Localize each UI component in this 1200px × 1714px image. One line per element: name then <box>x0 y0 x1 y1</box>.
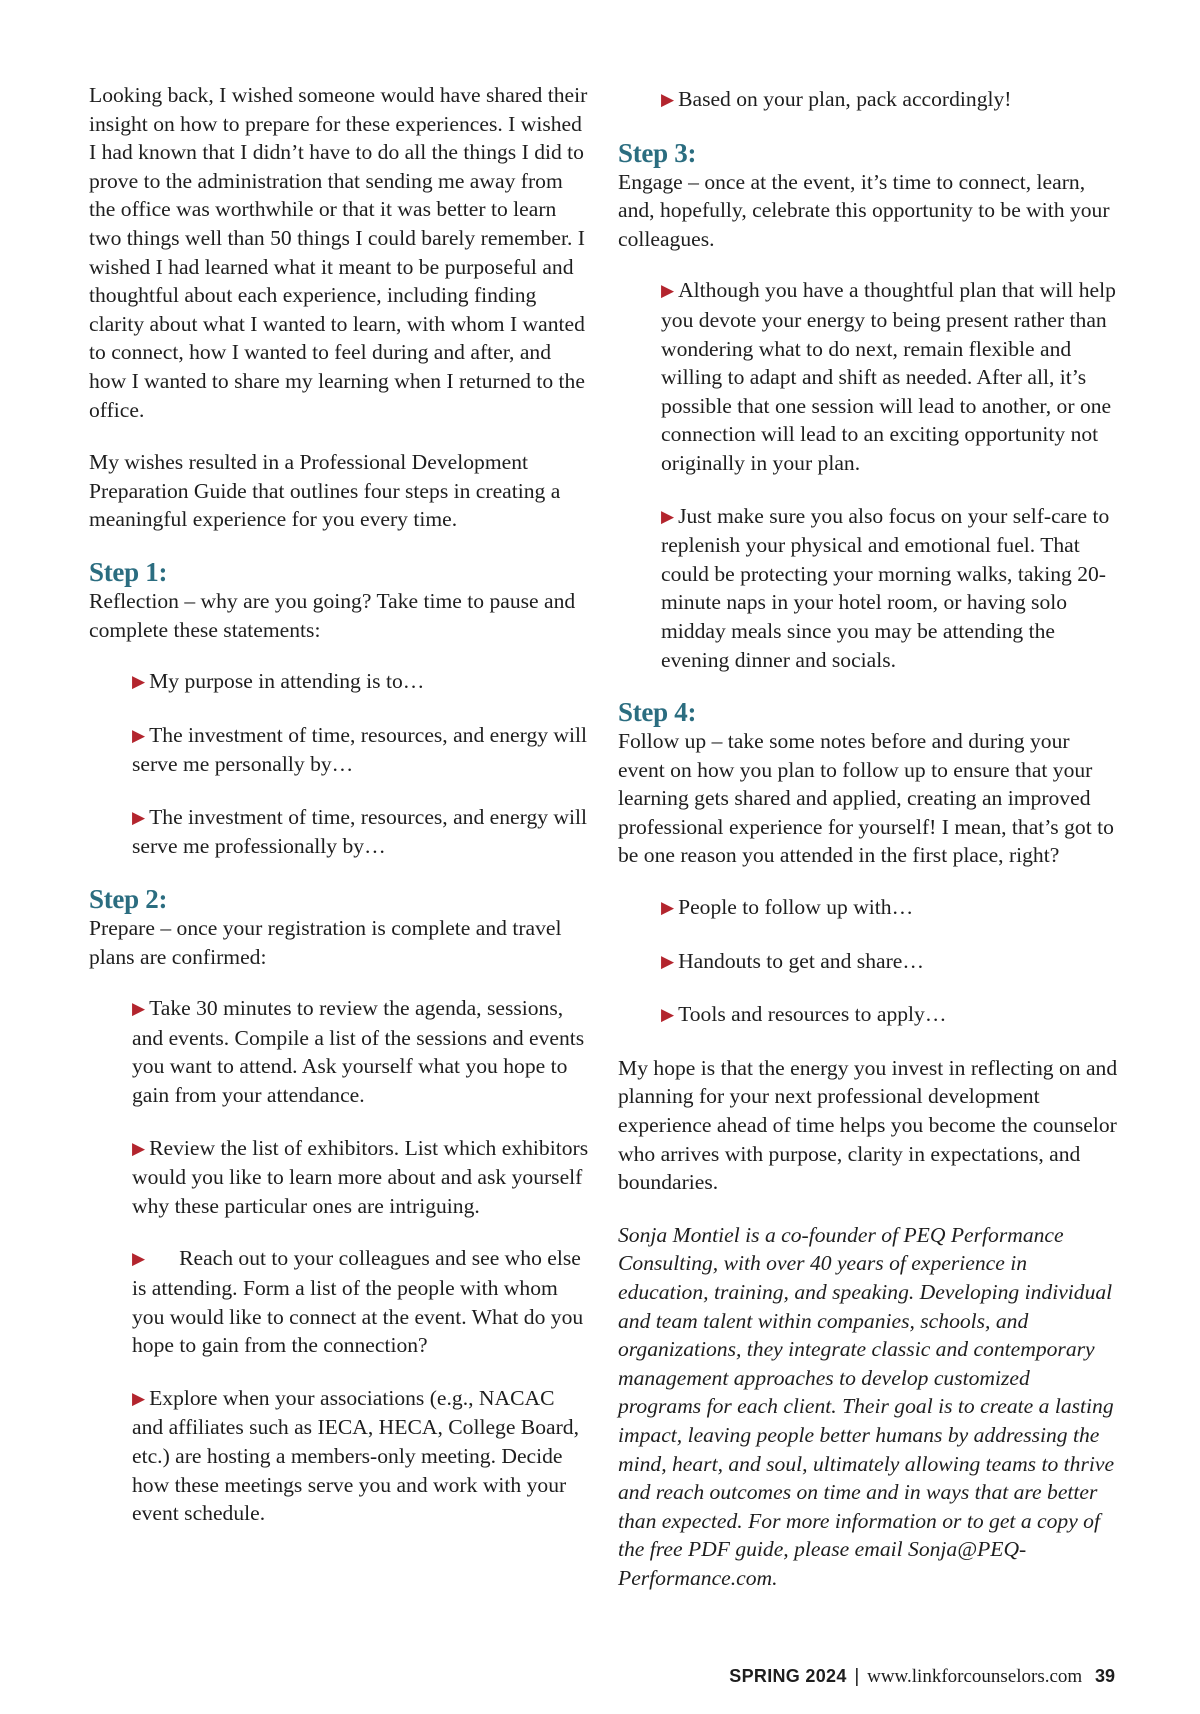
triangle-bullet-icon: ▶ <box>132 672 146 692</box>
step-2-section <box>89 885 589 1528</box>
list-item: ▶ My purpose in attending is to… <box>132 667 589 697</box>
right-column <box>618 85 1118 1617</box>
step-1-heading: Step 1: <box>89 556 168 587</box>
step-4-section <box>618 698 1118 1030</box>
page-footer <box>729 1665 1115 1688</box>
list-item: ▶ Tools and resources to apply… <box>661 1000 1118 1030</box>
author-bio: Sonja Montiel is a co-founder of PEQ Performance Consulting, with over 40 years of experience in education, training, and speaking. Developing individual and team talent within companies, schools, and organizations, they integrate classic and contemporary management approaches to develop customized programs for each client. Their goal is to create a lasting impact, leaving people better humans by addressing the mind, heart, and soul, ultimately allowing teams to thrive and reach outcomes on time and in ways that are better than expected. For more information or to get a copy of the free PDF guide, please email Sonja@PEQ-Performance.com. <box>618 1222 1115 1590</box>
list-item: ▶ Handouts to get and share… <box>661 947 1118 977</box>
intro-paragraph: Looking back, I wished someone would have shared their insight on how to prepare for these experiences. I wished I had known that I didn’t have to do all the things I did to prove to the administration that sending me away from the office was worthwhile or that it was better to learn two things well than 50 things I could barely remember. I wished I had learned what it meant to be purposeful and thoughtful about each experience, including finding clarity about what I wanted to learn, with whom I wanted to connect, how I wanted to feel during and after, and how I wanted to share my learning when I returned to the office. <box>89 83 588 422</box>
list-item: ▶ Just make sure you also focus on your self-care to replenish your physical and emotional fuel. That could be protecting your morning walks, taking 20-minute naps in your hotel room, or having solo midday meals since you may be attending the evening dinner and socials. <box>661 503 1110 672</box>
list-item: ▶ Reach out to your colleagues and see who else is attending. Form a list of the people with whom you would like to connect at the event. What do you hope to gain from the connection? <box>132 1246 584 1358</box>
triangle-bullet-icon: ▶ <box>661 898 675 918</box>
triangle-bullet-icon: ▶ <box>661 281 675 301</box>
page-number: 39 <box>1094 1666 1115 1686</box>
triangle-bullet-icon: ▶ <box>661 951 675 971</box>
triangle-bullet-icon: ▶ <box>661 90 675 109</box>
triangle-bullet-icon: ▶ <box>132 1249 146 1269</box>
list-item: ▶ Explore when your associations (e.g., NACAC and affiliates such as IECA, HECA, College Board, etc.) are hosting a members-only meeting. Decide how these meetings serve you and work with your event schedule. <box>132 1385 579 1526</box>
intro-paragraph: My wishes resulted in a Professional Development Preparation Guide that outlines four steps in creating a meaningful experience for you every time. <box>89 450 561 532</box>
list-item: ▶ The investment of time, resources, and energy will serve me personally by… <box>132 722 588 777</box>
step-4-heading: Step 4: <box>618 697 697 728</box>
list-item: ▶ Although you have a thoughtful plan that will help you devote your energy to being present rather than wondering what to do next, remain flexible and willing to adapt and shift as needed. After all, it’s possible that one session will lead to another, or one connection will lead to an exciting opportunity not originally in your plan. <box>661 278 1116 475</box>
step-1-section <box>89 558 589 861</box>
step-3-section <box>618 139 1118 675</box>
closing-paragraph: My hope is that the energy you invest in reflecting on and planning for your next professional development experience ahead of time helps you become the counselor who arrives with purpose, clarity in expectations, and boundaries. <box>618 1055 1118 1195</box>
step-3-intro: Engage – once at the event, it’s time to connect, learn, and, hopefully, celebrate this opportunity to be with your colleagues. <box>618 169 1110 251</box>
triangle-bullet-icon: ▶ <box>132 999 146 1019</box>
step-2-intro: Prepare – once your registration is complete and travel plans are confirmed: <box>89 916 562 969</box>
list-item: ▶ Take 30 minutes to review the agenda, sessions, and events. Compile a list of the sessions and events you want to attend. Ask yourself what you hope to gain from your attendance. <box>132 996 585 1108</box>
website-url: www.linkforcounselors.com <box>867 1666 1083 1687</box>
list-item: ▶ Review the list of exhibitors. List which exhibitors would you like to learn more about and ask yourself why these particular ones are intriguing. <box>132 1135 589 1218</box>
issue-label: SPRING 2024 <box>729 1666 847 1686</box>
step-4-intro: Follow up – take some notes before and during your event on how you plan to follow up to ensure that your learning gets shared and applied, creating an improved professional experience for yourself! I mean, that’s got to be one reason you attended in the first place, right? <box>618 729 1114 868</box>
step-1-intro: Reflection – why are you going? Take time to pause and complete these statements: <box>89 588 576 642</box>
triangle-bullet-icon: ▶ <box>132 725 146 745</box>
footer-separator: | <box>854 1666 860 1687</box>
triangle-bullet-icon: ▶ <box>132 1388 146 1408</box>
triangle-bullet-icon: ▶ <box>661 1005 675 1025</box>
triangle-bullet-icon: ▶ <box>132 1138 146 1158</box>
step-3-heading: Step 3: <box>618 137 697 168</box>
list-item: ▶ Based on your plan, pack accordingly! <box>661 85 1118 115</box>
step-2-heading: Step 2: <box>89 884 168 915</box>
list-item: ▶ The investment of time, resources, and energy will serve me professionally by… <box>132 804 588 859</box>
list-item: ▶ People to follow up with… <box>661 893 1118 923</box>
triangle-bullet-icon: ▶ <box>661 506 675 526</box>
triangle-bullet-icon: ▶ <box>132 807 146 827</box>
left-column <box>89 81 589 1552</box>
